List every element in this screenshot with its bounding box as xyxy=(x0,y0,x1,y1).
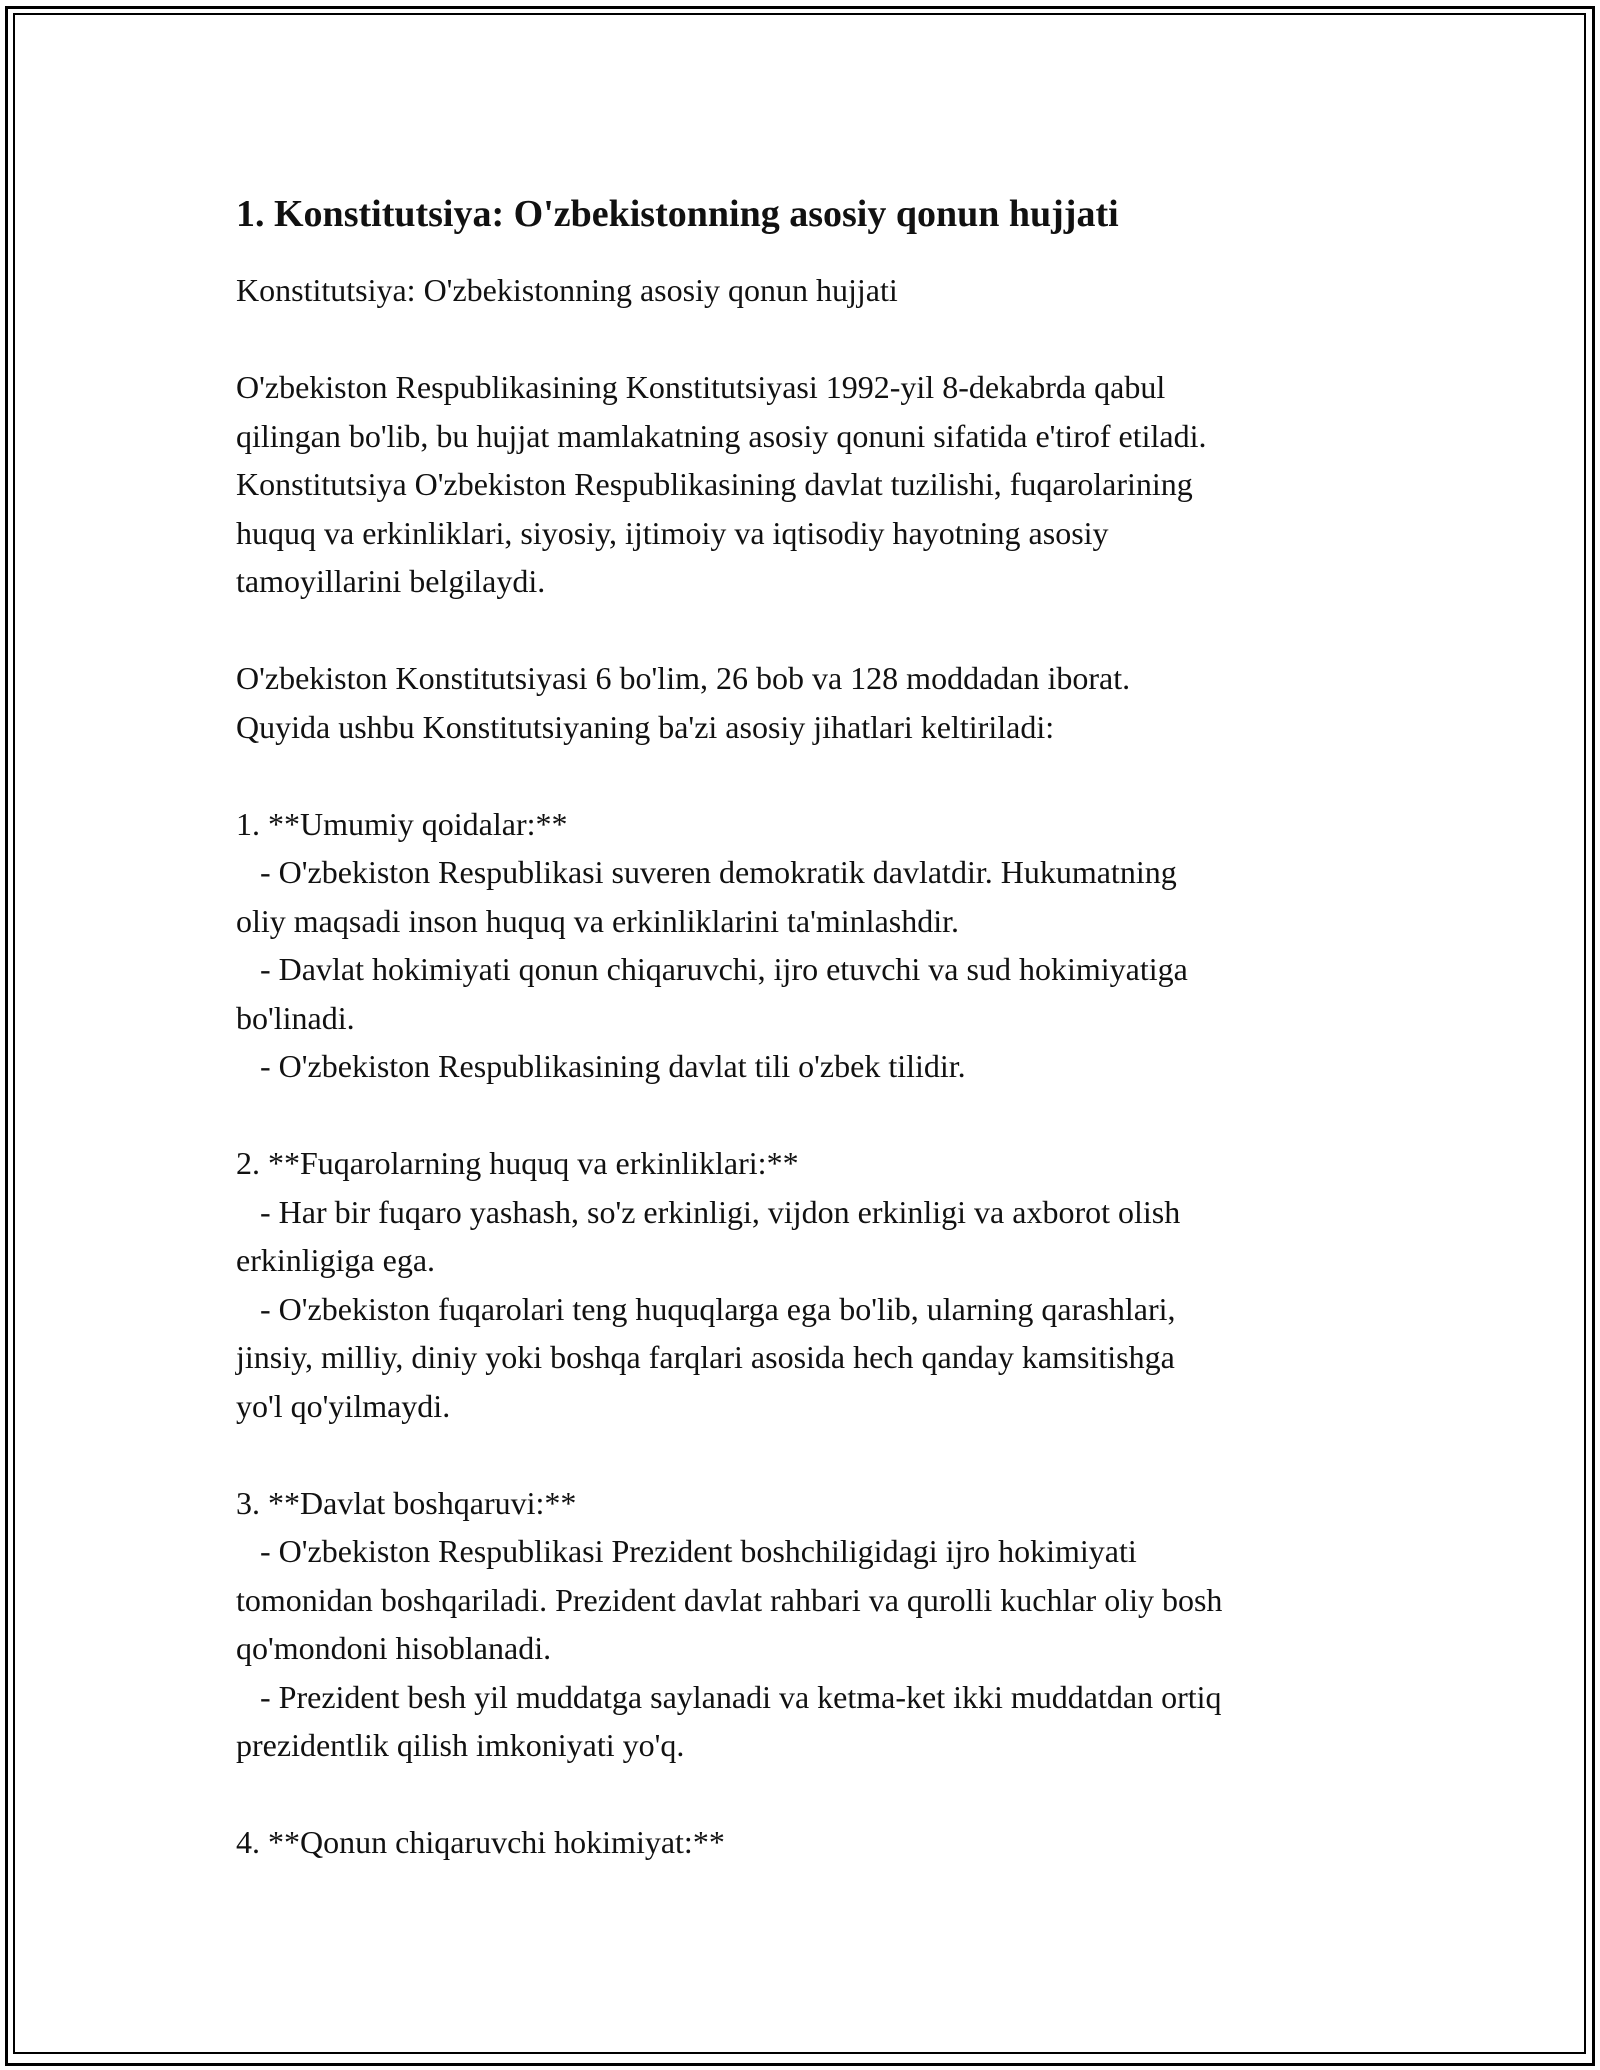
document-page xyxy=(236,186,1376,1867)
document-title: 1. Konstitutsiya: O'zbekistonning asosiy qonun hujjati xyxy=(236,193,1119,235)
document-body: Konstitutsiya: O'zbekistonning asosiy qonun hujjati O'zbekiston Respublikasining Konstitutsiyasi 1992-yil 8-dekabrda qabul qilingan bo'lib, bu hujjat mamlakatning asosiy qonuni sifatida e'tirof etiladi. Konstitutsiya O'zbekiston Respublikasining davlat tuzilishi, fuqarolarining huquq va erkinliklari, siyosiy, ijtimoiy va iqtisodiy hayotning asosiy tamoyillarini belgilaydi. O'zbekiston Konstitutsiyasi 6 bo'lim, 26 bob va 128 moddadan iborat. Quyida ushbu Konstitutsiyaning ba'zi asosiy jihatlari keltiriladi: 1. **Umumiy qoidalar:** - O'zbekiston Respublikasi suveren demokratik davlatdir. Hukumatning oliy maqsadi inson huquq va erkinliklarini ta'minlashdir. - Davlat hokimiyati qonun chiqaruvchi, ijro etuvchi va sud hokimiyatiga bo'linadi. - O'zbekiston Respublikasining davlat tili o'zbek tilidir. 2. **Fuqarolarning huquq va erkinliklari:** - Har bir fuqaro yashash, so'z erkinligi, vijdon erkinligi va axborot olish erkinligiga ega. - O'zbekiston fuqarolari teng huquqlarga ega bo'lib, ularning qarashlari, jinsiy, milliy, diniy yoki boshqa farqlari asosida hech qanday kamsitishga yo'l qo'yilmaydi. 3. **Davlat boshqaruvi:** - O'zbekiston Respublikasi Prezident boshchiligidagi ijro hokimiyati tomonidan boshqariladi. Prezident davlat rahbari va qurolli kuchlar oliy bosh qo'mondoni hisoblanadi. - Prezident besh yil muddatga saylanadi va ketma-ket ikki muddatdan ortiq prezidentlik qilish imkoniyati yo'q. 4. **Qonun chiqaruvchi hokimiyat:** xyxy=(236,272,1223,1860)
